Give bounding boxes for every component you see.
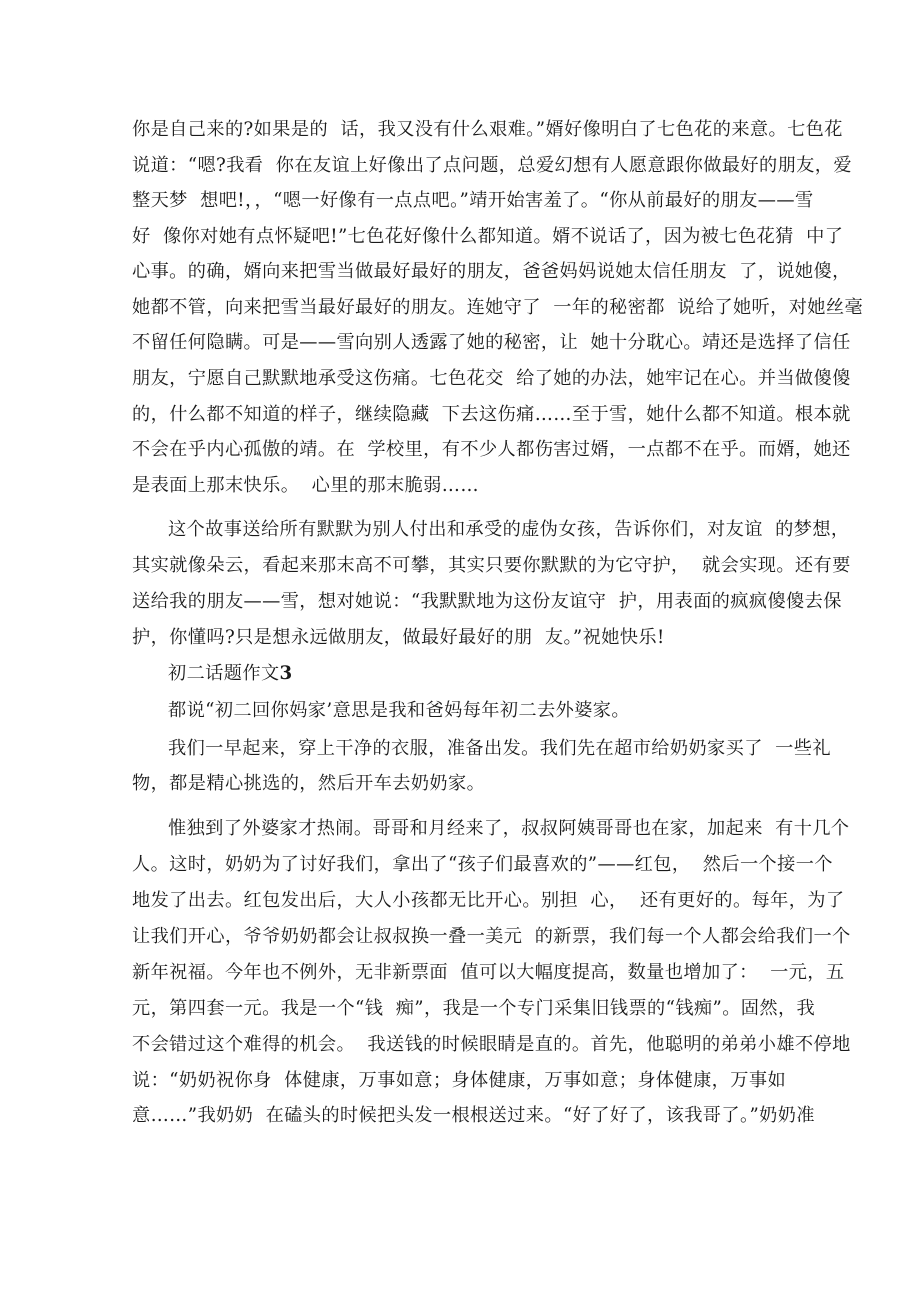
section-heading [168,662,293,686]
closing-line: 其实就像朵云，看起来那末高不可攀，其实只要你默默的为它守护， 就会实现。还有要 [132,555,851,576]
story-line: 好 像你对她有点怀疑吧!”七色花好像什么都知道。婿不说话了，因为被七色花猜 中了 [132,226,844,247]
essay-line: 元，第四套一元。我是一个“钱 痴”，我是一个专门采集旧钱票的“钱痴”。固然，我 [132,998,816,1019]
story-line: 是表面上那末快乐。 心里的那末脆弱…… [132,475,479,496]
heading-number: 3 [279,663,293,684]
story-line: 不会在乎内心孤傲的靖。在 学校里，有不少人都伤害过婿，一点都不在乎。而婿，她还 [132,439,851,460]
story-line: 说道：“嗯?我看 你在友谊上好像出了点问题，总爱幻想有人愿意跟你做最好的朋友，爱 [132,155,852,176]
essay-line: 意……”我奶奶 在磕头的时候把头发一根根送过来。“好了好了，该我哥了。”奶奶准 [132,1105,815,1126]
story-line: 心事。的确，婿向来把雪当做最好最好的朋友，爸爸妈妈说她太信任朋友 了，说她傻， [132,261,851,282]
essay-line: 物，都是精心挑选的，然后开车去奶奶家。 [132,773,486,794]
story-line: 整天梦 想吧!，，“嗯一好像有一点点吧。”靖开始害羞了。“你从前最好的朋友——雪 [132,190,814,211]
essay-line: 惟独到了外婆家才热闹。哥哥和月经来了，叔叔阿姨哥哥也在家，加起来 有十几个 [168,818,850,839]
story-line: 的，什么都不知道的样子，继续隐藏 下去这伤痛……至于雪，她什么都不知道。根本就 [132,404,851,425]
essay-line: 让我们开心，爷爷奶奶都会让叔叔换一叠一美元 的新票，我们每一个人都会给我们一个 [132,926,851,947]
heading-text: 初二话题作文 [168,663,280,684]
story-line: 不留任何隐瞒。可是——雪向别人透露了她的秘密，让 她十分耽心。靖还是选择了信任 [132,332,851,353]
essay-line: 不会错过这个难得的机会。 我送钱的时候眼睛是直的。首先，他聪明的弟弟小雄不停地 [132,1034,851,1055]
essay-line: 新年祝福。今年也不例外，无非新票面 值可以大幅度提高，数量也增加了： 一元，五 [132,962,845,983]
essay-line: 我们一早起来，穿上干净的衣服，准备出发。我们先在超市给奶奶家买了 一些礼 [168,738,831,759]
story-line: 朋友，宁愿自己默默地承受这伤痛。七色花交 给了她的办法，她牢记在心。并当做傻傻 [132,368,851,389]
essay-line: 人。这时，奶奶为了讨好我们，拿出了“孩子们最喜欢的”——红包， 然后一个接一个 [132,854,833,875]
essay-paragraph: 都说“初二回你妈家’意思是我和爸妈每年初二去外婆家。 [168,700,630,721]
essay-line: 地发了出去。红包发出后，大人小孩都无比开心。别担 心， 还有更好的。每年，为了 [132,890,845,911]
closing-line: 护，你懂吗?只是想永远做朋友，做最好最好的朋 友。”祝她快乐! [132,627,665,648]
closing-line: 送给我的朋友——雪，想对她说：“我默默地为这份友谊守 护，用表面的疯疯傻傻去保 [132,591,842,612]
story-line: 她都不管，向来把雪当最好最好的朋友。连她守了 一年的秘密都 说给了她听，对她丝毫 [132,297,864,318]
story-line: 你是自己来的?如果是的 话，我又没有什么艰难。”婿好像明白了七色花的来意。七色花 [132,119,843,140]
essay-line: 说：“奶奶祝你身 体健康，万事如意；身体健康，万事如意；身体健康，万事如 [132,1070,787,1091]
closing-line: 这个故事送给所有默默为别人付出和承受的虚伪女孩，告诉你们，对友谊 的梦想， [168,519,850,540]
